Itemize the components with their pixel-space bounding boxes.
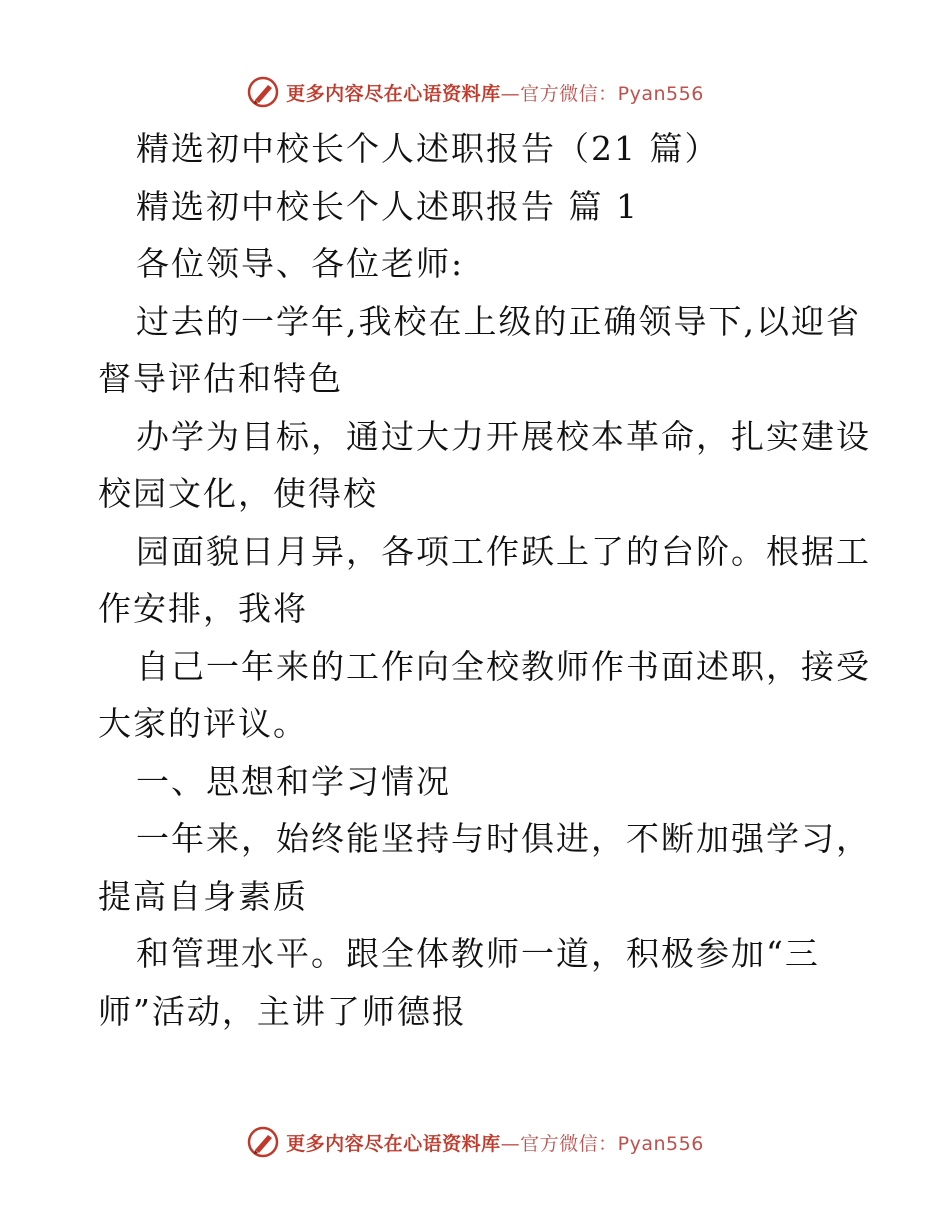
footer-watermark [0, 1122, 950, 1162]
pen-logo-icon [246, 75, 280, 109]
paragraph-line: 督导评估和特色 [98, 359, 343, 398]
paragraph-line: 提高自身素质 [98, 876, 308, 916]
paragraph-line: 校园文化，使得校 [98, 474, 378, 513]
paragraph-line: 自己一年来的工作向全校教师作书面述职，接受 [136, 646, 871, 686]
paragraph-line: 和管理水平。跟全体教师一道，积极参加“三 [136, 934, 820, 973]
watermark-text [286, 1129, 704, 1156]
watermark-brand: 更多内容尽在心语资料库 [286, 82, 501, 105]
section-heading: 精选初中校长个人述职报告 篇 1 [136, 186, 639, 226]
watermark-brand: 更多内容尽在心语资料库 [286, 1132, 501, 1155]
paragraph-line: 一年来，始终能坚持与时俱进，不断加强学习， [136, 819, 871, 858]
paragraph-line: 大家的评议。 [98, 704, 308, 743]
paragraph-line: 过去的一学年,我校在上级的正确领导下,以迎省 [136, 301, 861, 341]
subsection-heading: 一、思想和学习情况 [136, 761, 451, 801]
paragraph-line: 园面貌日月异，各项工作跃上了的台阶。根据工 [136, 531, 871, 571]
document-body [98, 120, 871, 1040]
watermark-contact: —官方微信：Pyan556 [500, 82, 704, 105]
document-title: 精选初中校长个人述职报告（21 篇） [136, 129, 720, 168]
watermark-text [286, 79, 704, 106]
paragraph-line: 作安排，我将 [98, 589, 308, 628]
watermark-contact: —官方微信：Pyan556 [500, 1132, 704, 1155]
paragraph-line: 师”活动，主讲了师德报 [98, 991, 467, 1031]
salutation: 各位领导、各位老师: [136, 244, 465, 283]
header-watermark [0, 72, 950, 112]
pen-logo-icon [246, 1125, 280, 1159]
paragraph-line: 办学为目标，通过大力开展校本革命，扎实建设 [136, 416, 871, 456]
